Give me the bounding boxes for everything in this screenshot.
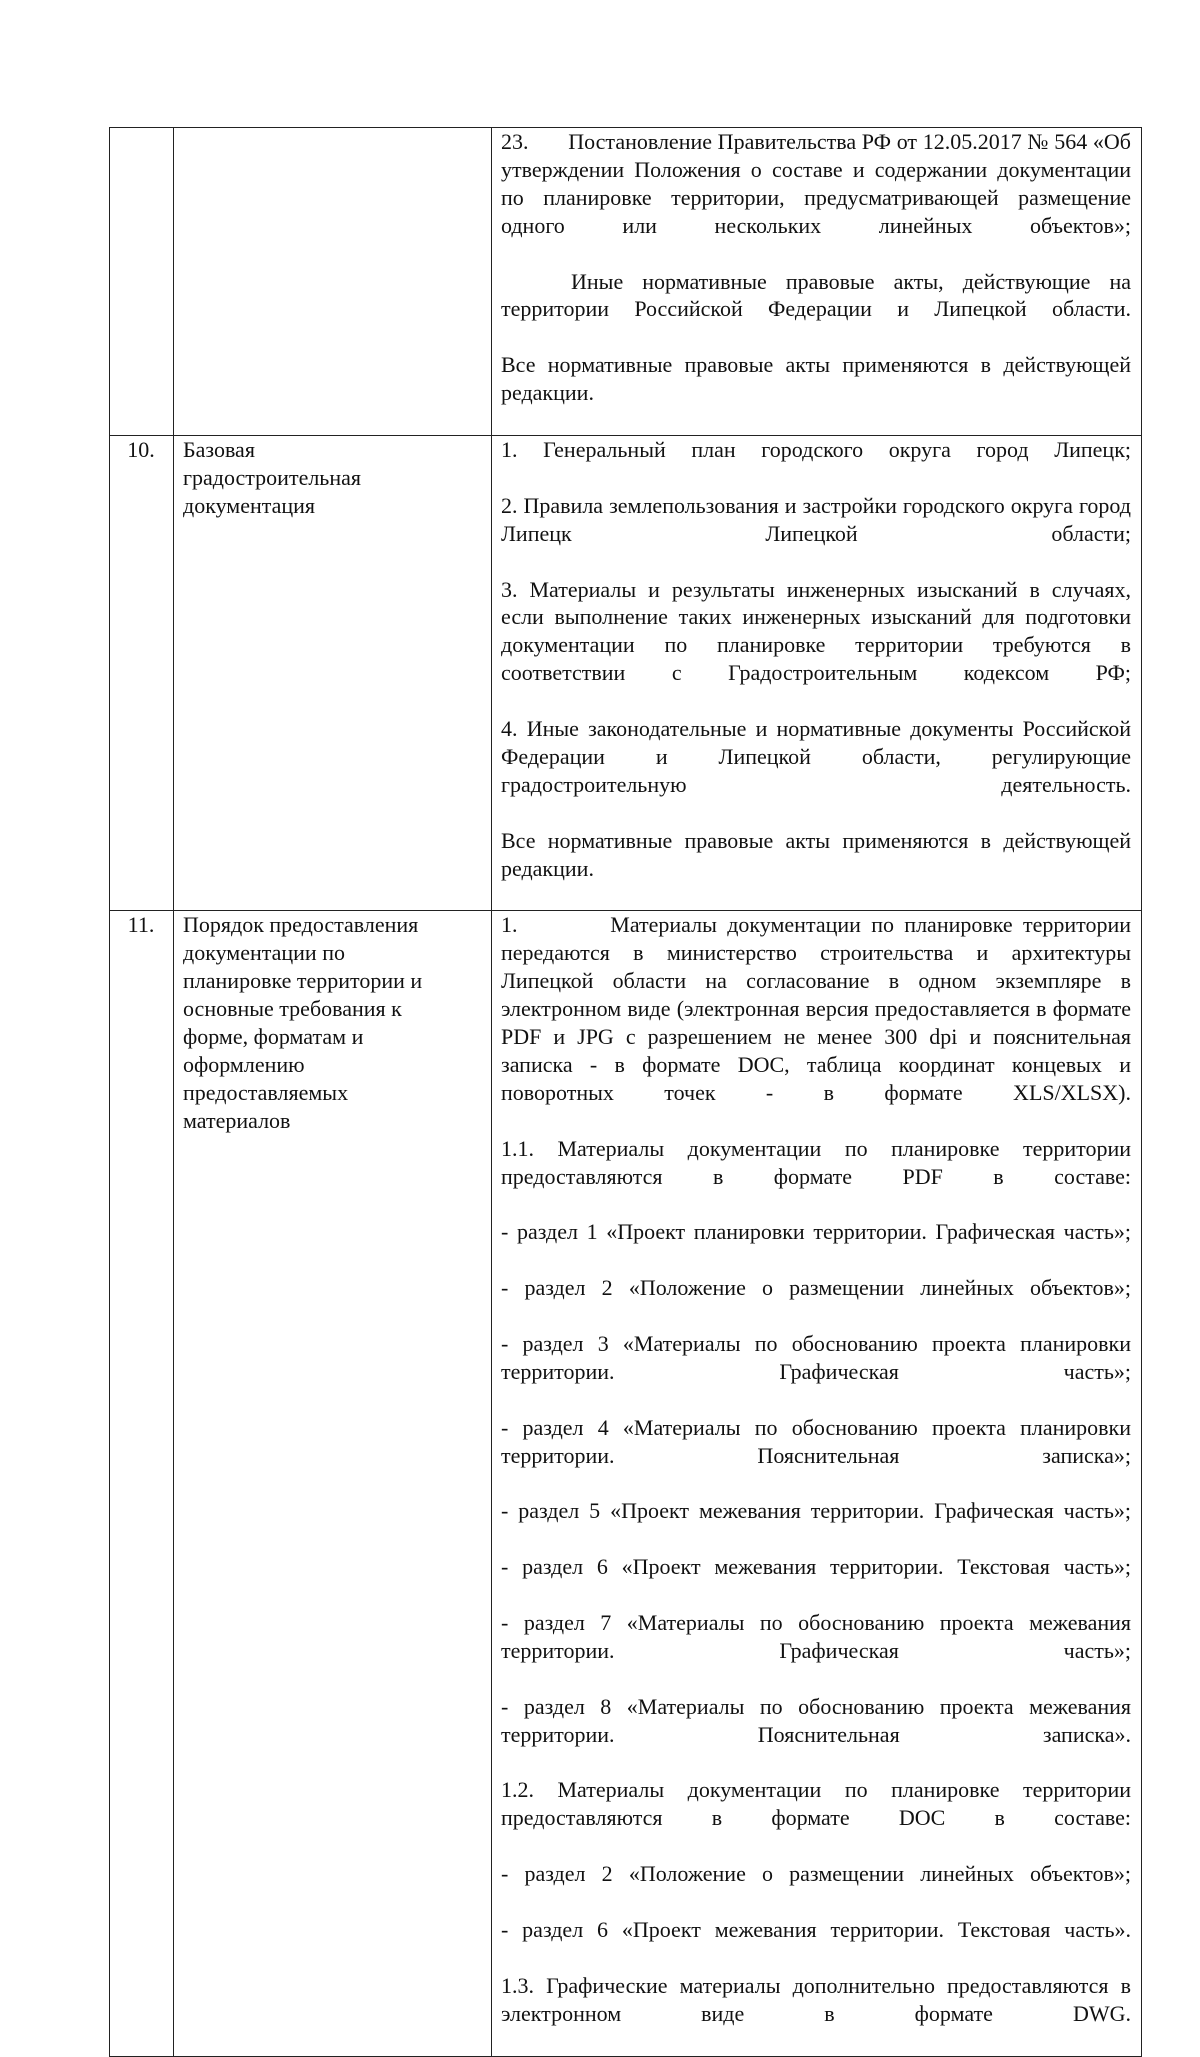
paragraph: - раздел 6 «Проект межевания территории. Текстовая часть». <box>501 1917 1131 1942</box>
requirements-table <box>109 127 1142 2057</box>
row-title-line: планировке территории и <box>183 968 423 994</box>
paragraph: - раздел 3 «Материалы по обоснованию проекта планировки территории. Графическая часть»; <box>501 1330 1131 1384</box>
paragraph: 1.2. Материалы документации по планировке территории предоставляются в формате DOC в составе: <box>501 1777 1131 1831</box>
paragraph: - раздел 2 «Положение о размещении линейных объектов»; <box>501 1275 1131 1301</box>
paragraph: 23. Постановление Правительства РФ от 12.05.2017 № 564 «Об утверждении Положения о составе и содержании документации по планировке территории, предусматривающей размещение одного или нескольких линейных объектов»; <box>501 129 1131 238</box>
row-title-line: документации по <box>183 940 345 966</box>
row-title-line: Порядок предоставления <box>183 912 419 938</box>
paragraph: - раздел 5 «Проект межевания территории. Графическая часть»; <box>501 1498 1131 1524</box>
row-content <box>492 128 1142 436</box>
paragraph: - раздел 4 «Материалы по обоснованию проекта планировки территории. Пояснительная записка»; <box>501 1414 1131 1468</box>
row-number: 11. <box>110 911 174 2056</box>
paragraph: 3. Материалы и результаты инженерных изысканий в случаях, если выполнение таких инженерных изысканий для подготовки документации по планировке территории требуются в соответствии с Градостроительным кодексом РФ; <box>501 576 1131 686</box>
paragraph: 2. Правила землепользования и застройки городского округа город Липецк Липецкой области; <box>501 492 1131 546</box>
row-title-line: основные требования к <box>183 996 402 1022</box>
row-title-line: градостроительная <box>183 464 361 490</box>
paragraph: - раздел 1 «Проект планировки территории. Графическая часть»; <box>501 1219 1131 1245</box>
paragraph: 4. Иные законодательные и нормативные документы Российской Федерации и Липецкой области, регулирующие градостроительную деятельность. <box>501 716 1131 797</box>
paragraph: - раздел 7 «Материалы по обоснованию проекта межевания территории. Графическая часть»; <box>501 1610 1131 1663</box>
row-title-line: материалов <box>183 1107 291 1133</box>
row-content <box>492 435 1142 910</box>
row-title <box>174 435 492 910</box>
row-title-line: предоставляемых <box>183 1079 349 1105</box>
paragraph: 1.1. Материалы документации по планировке территории предоставляются в формате PDF в составе: <box>501 1135 1131 1189</box>
paragraph: 1.3. Графические материалы дополнительно предоставляются в электронном виде в формате DWG. <box>501 1972 1131 2026</box>
row-number <box>110 128 174 436</box>
paragraph: Иные нормативные правовые акты, действующие на территории Российской Федерации и Липецкой области. <box>501 268 1131 322</box>
table-row <box>110 911 1142 2056</box>
paragraph: 1. Генеральный план городского округа город Липецк; <box>501 436 1131 462</box>
table-row <box>110 128 1142 436</box>
row-content <box>492 911 1142 2056</box>
paragraph: - раздел 8 «Материалы по обоснованию проекта межевания территории. Пояснительная записка». <box>501 1693 1131 1747</box>
row-title-line: форме, форматам и <box>183 1024 364 1049</box>
row-title <box>174 911 492 2056</box>
row-number: 10. <box>110 435 174 910</box>
table-row <box>110 435 1142 910</box>
row-title-line: Базовая <box>183 436 255 462</box>
paragraph: Все нормативные правовые акты применяются в действующей редакции. <box>501 827 1131 881</box>
row-title-line: оформлению <box>183 1051 305 1077</box>
row-title <box>174 128 492 436</box>
row-title-line: документация <box>183 492 316 518</box>
paragraph: Все нормативные правовые акты применяются в действующей редакции. <box>501 352 1131 406</box>
paragraph: - раздел 6 «Проект межевания территории. Текстовая часть»; <box>501 1554 1131 1580</box>
paragraph: - раздел 2 «Положение о размещении линейных объектов»; <box>501 1861 1131 1887</box>
paragraph: 1. Материалы документации по планировке территории передаются в министерство строительства и архитектуры Липецкой области на согласование в одном экземпляре в электронном виде (электронная версия предоставляется в формате PDF и JPG с разрешением не менее 300 dpi и пояснительная записка - в формате DOC, таблица координат концевых и поворотных точек - в формате XLS/XLSX). <box>501 912 1131 1105</box>
